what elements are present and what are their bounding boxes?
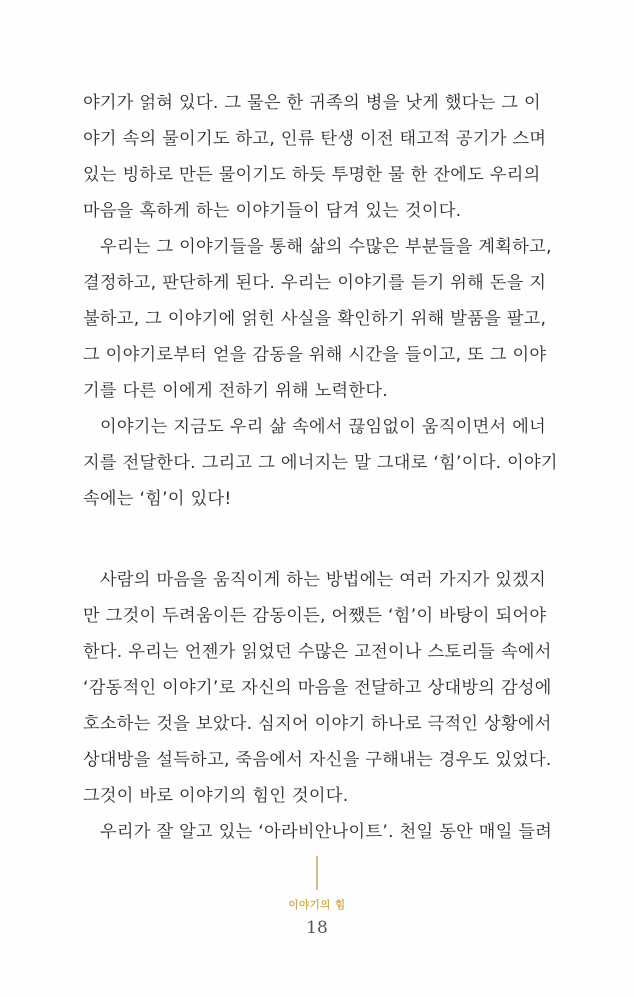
body-text (83, 85, 558, 850)
text-line: 이야기는 지금도 우리 삶 속에서 끊임없이 움직이면서 에너 (100, 417, 547, 437)
footer-divider (316, 856, 318, 890)
section-break (83, 517, 539, 562)
text-line: 야기 속의 물이기도 하고, 인류 탄생 이전 태고적 공기가 스며 (83, 129, 547, 149)
text-line: 우리가 잘 알고 있는 ‘아라비안나이트’. 천일 동안 매일 들려 (100, 822, 553, 842)
text-line: 속에는 ‘힘’이 있다! (83, 489, 232, 509)
text-line: 마음을 혹하게 하는 이야기들이 담겨 있는 것이다. (83, 201, 462, 221)
text-line: 한다. 우리는 언젠가 읽었던 수많은 고전이나 스토리들 속에서 (83, 642, 552, 662)
text-line: 그 이야기로부터 얻을 감동을 위해 시간을 들이고, 또 그 이야 (83, 345, 547, 365)
running-footer-title: 이야기의 힘 (288, 899, 346, 911)
text-line: 상대방을 설득하고, 죽음에서 자신을 구해내는 경우도 있었다. (83, 750, 552, 770)
text-line: 호소하는 것을 보았다. 심지어 이야기 하나로 극적인 상황에서 (83, 714, 552, 734)
text-line: 결정하고, 판단하게 된다. 우리는 이야기를 듣기 위해 돈을 지 (83, 273, 547, 293)
text-line: 있는 빙하로 만든 물이기도 하듯 투명한 물 한 잔에도 우리의 (83, 165, 541, 185)
text-line: 기를 다른 이에게 전하기 위해 노력한다. (83, 381, 389, 401)
text-line: 야기가 얽혀 있다. 그 물은 한 귀족의 병을 낫게 했다는 그 이 (83, 93, 541, 113)
text-line: 만 그것이 두려움이든 감동이든, 어쨌든 ‘힘’이 바탕이 되어야 (83, 606, 547, 626)
text-line: 지를 전달한다. 그리고 그 에너지는 말 그대로 ‘힘’이다. 이야기 (83, 453, 558, 473)
text-line: ‘감동적인 이야기’로 자신의 마음을 전달하고 상대방의 감성에 (83, 678, 552, 698)
text-line: 그것이 바로 이야기의 힘인 것이다. (83, 786, 349, 806)
page-number: 18 (306, 918, 328, 938)
text-line: 불하고, 그 이야기에 얽힌 사실을 확인하기 위해 발품을 팔고, (83, 309, 547, 329)
text-line: 사람의 마음을 움직이게 하는 방법에는 여러 가지가 있겠지 (100, 570, 547, 590)
text-line: 우리는 그 이야기들을 통해 삶의 수많은 부분들을 계획하고, (100, 237, 552, 257)
